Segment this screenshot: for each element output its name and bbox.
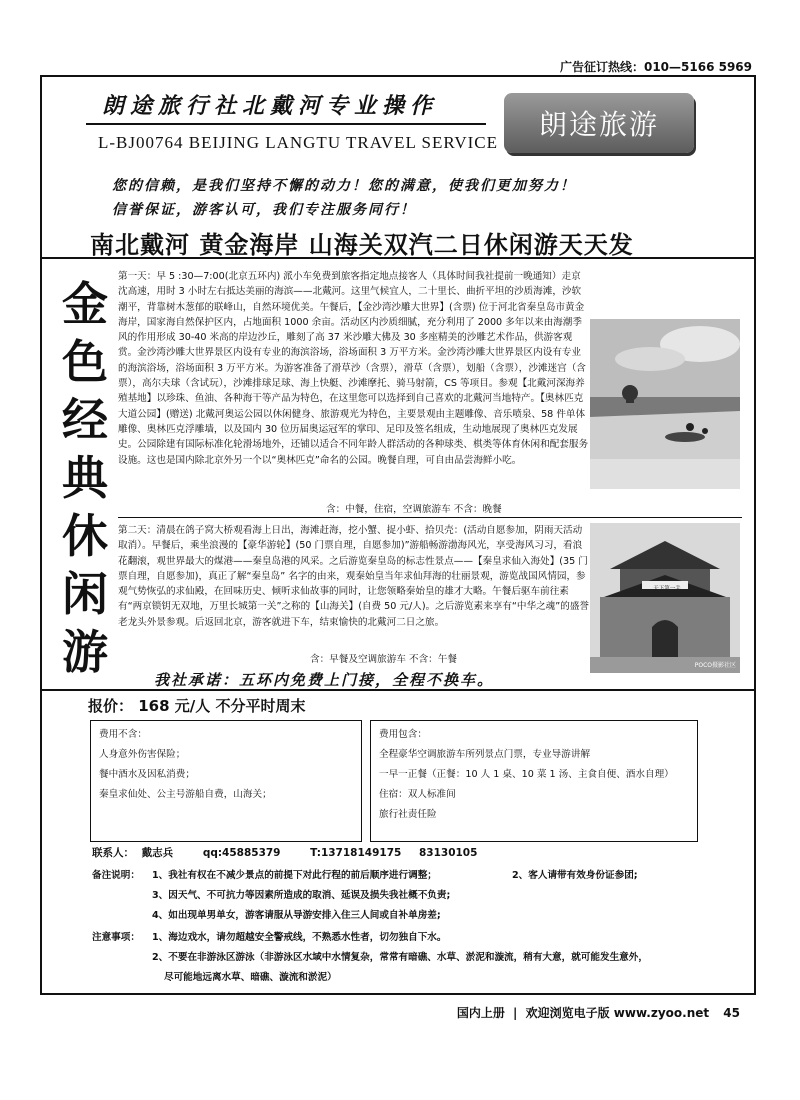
tour-headline: 南北戴河 黄金海岸 山海关双汽二日休闲游天天发 bbox=[90, 231, 634, 259]
caution-item: 尽可能地远离水草、暗礁、漩流和淤泥） bbox=[164, 972, 337, 983]
side-title bbox=[56, 275, 114, 681]
note-item: 2、客人请带有效身份证参团; bbox=[512, 870, 638, 881]
promise-text: 我社承诺：五环内免费上门接，全程不换车。 bbox=[154, 671, 495, 689]
ad-frame bbox=[40, 75, 756, 995]
slogan-line-1: 您的信赖，是我们坚持不懈的动力！您的满意，使我们更加努力！ bbox=[112, 178, 576, 194]
side-title-char: 闲 bbox=[62, 567, 108, 621]
note-item: 1、我社有权在不减少景点的前提下对此行程的前后顺序进行调整； bbox=[152, 870, 437, 881]
brand-title: 朗途旅行社北戴河专业操作 bbox=[102, 93, 439, 119]
side-title-char: 色 bbox=[62, 335, 108, 389]
contact-tel: T:13718149175 bbox=[310, 847, 402, 859]
price-text: 报价： 168 元/人 不分平时周末 bbox=[88, 697, 306, 715]
side-title-char: 典 bbox=[62, 451, 108, 505]
fees-included-item: 旅行社责任险 bbox=[379, 809, 437, 820]
gate-sign: 天下第一关 bbox=[653, 586, 681, 592]
brand-logo: 朗途旅游 bbox=[504, 93, 694, 153]
divider bbox=[42, 257, 754, 259]
ad-hotline: 广告征订热线：010—5166 5969 bbox=[559, 60, 752, 74]
footer-site[interactable]: 欢迎浏览电子版 www.zyoo.net bbox=[525, 1006, 710, 1020]
photo-watermark: POCO摄影社区 bbox=[694, 662, 736, 669]
note-item: 3、因天气、不可抗力等因素所造成的取消、延误及损失我社概不负责; bbox=[152, 890, 451, 901]
fees-included-item: 全程豪华空调旅游车所列景点门票，专业导游讲解 bbox=[379, 749, 591, 760]
fees-excluded-box bbox=[90, 720, 362, 842]
cautions-label: 注意事项： bbox=[92, 932, 140, 943]
day2-itinerary: 第二天：清晨在鸽子窝大桥观看海上日出，海滩赶海，挖小蟹、捉小虾、拾贝壳：(活动自愿参加，阴雨天活动取消）。早餐后，乘坐浪漫的【豪华游轮】(50 门票自理，自愿参加)”游船畅游渤海风光，享受海风习习，看浪花翻滚，观世界最大的煤港——秦皇岛港的风采。之后游览秦皇岛的标志性景点——【秦皇求仙入海处】(35 门票自理，自愿参加)，真正了解“秦皇岛” 名字的由来，观秦始皇当年求仙拜海的壮丽景观，游览战国风情园，参观气势恢弘的求仙殿，在回味历史、倾听求仙故事的同时，让您领略秦始皇的雄才大略。午餐后驱车前往素有“两京锁钥无双地，万里长城第一关”之称的【山海关】(自费 50 元/人)。之后游览素来享有“中华之魂”的盛誉老龙头外景参观。后返回北京，游客就进下车，结束愉快的北戴河二日之旅。 bbox=[118, 525, 590, 628]
fees-excluded-title: 费用不含： bbox=[99, 729, 147, 740]
notes-label: 备注说明： bbox=[92, 870, 140, 881]
day2-meals: 含：早餐及空调旅游车 不含：午餐 bbox=[310, 654, 457, 665]
fees-included-box bbox=[370, 720, 698, 842]
fees-included-title: 费用包含： bbox=[379, 729, 427, 740]
divider bbox=[42, 689, 754, 691]
brand-divider bbox=[86, 123, 486, 125]
contact-qq: qq:45885379 bbox=[202, 847, 281, 859]
contact-line bbox=[92, 845, 477, 860]
shanhaiguan-photo bbox=[590, 523, 740, 673]
page-footer: 国内上册 | 欢迎浏览电子版 www.zyoo.net 45 bbox=[456, 1006, 740, 1020]
contact-label: 联系人： bbox=[92, 847, 134, 859]
fees-excluded-item: 人身意外伤害保险； bbox=[99, 749, 186, 760]
side-title-char: 金 bbox=[62, 277, 108, 331]
contact-tel2: 83130105 bbox=[418, 847, 478, 859]
contact-name: 戴志兵 bbox=[141, 847, 174, 859]
slogan-line-2: 信誉保证，游客认可，我们专注服务同行！ bbox=[112, 202, 416, 218]
fees-excluded-item: 秦皇求仙处、公主号游船自费，山海关； bbox=[99, 789, 272, 800]
caution-item: 2、不要在非游泳区游泳（非游泳区水域中水情复杂，常常有暗礁、水草、淤泥和漩流，稍有大意，就可能发生意外， bbox=[152, 952, 648, 963]
side-title-char: 游 bbox=[62, 625, 108, 679]
side-title-char: 经 bbox=[62, 393, 108, 447]
beach-photo bbox=[590, 319, 740, 489]
day1-meals: 含：中餐，住宿，空调旅游车 不含：晚餐 bbox=[326, 504, 502, 515]
day-divider bbox=[118, 517, 742, 518]
fees-included-item: 住宿：双人标准间 bbox=[379, 789, 456, 800]
fees-excluded-item: 餐中酒水及因私消费； bbox=[99, 769, 195, 780]
brand-subtitle: L-BJ00764 BEIJING LANGTU TRAVEL SERVICE bbox=[98, 133, 498, 152]
side-title-char: 休 bbox=[62, 509, 108, 563]
footer-section: 国内上册 bbox=[456, 1006, 505, 1020]
page-number: 45 bbox=[723, 1006, 740, 1020]
day1-itinerary: 第一天：早 5 :30—7:00(北京五环内) 派小车免费到旅客指定地点接客人（具体时间我社提前一晚通知）走京沈高速，用时 3 小时左右抵达美丽的海滨——北戴河。这里气候宜人，二十里长、曲折平坦的沙质海滩，沙软潮平，背靠树木葱郁的联峰山，自然环境优美。午餐后，【金沙湾沙雕大世界】(含票) 位于河北省秦皇岛市黄金海岸，国家海自然保护区内，占地面积 1000 余亩。活动区内沙质细腻，充分利用了 2000 多年以来由海潮季风的作用形成 30-40 米高的岸边沙丘，雕刻了高 37 米沙雕大佛及 30 多座精美的沙雕艺术作品，供游客观赏。金沙湾沙雕大世界景区内设有专业的海滨浴场，浴场面积 3 万平方米。金沙湾沙雕大世界景区内设有专业的海滨浴场，浴场面积 3 万平方米。为游客准备了滑草沙（含票），滑草（含票），划船（含票），沙滩迷宫（含票），高尔夫球（含试玩），沙滩排球足球、海上快艇、沙滩摩托、骑马射箭，CS 等项目。参观【北戴河深海养殖基地】以珍珠、鱼油、各种海干等产品为特色，在这里您可以选择到自己喜欢的北戴河当地特产。【奥林匹克大道公园】(赠送) 北戴河奥运公园以休闲健身、旅游观光为特色，主要景观由主题雕像、音乐喷泉、58 件单体雕像、奥林匹克浮雕墙，以及国内 30 位历届奥运冠军的掌印、足印及签名组成，生动地展现了奥林匹克发展史。公园除建有国际标准化轮滑场地外，还铺以适合不同年龄人群活动的各种球类、棋类等体育休闲和配套服务设施。这也是国内除北京外另一个以“奥林匹克”命名的公园。晚餐自理，可自由品尝海鲜小吃。 bbox=[118, 271, 589, 466]
fees-included-item: 一早一正餐（正餐：10 人 1 桌、10 菜 1 汤、主食自便、酒水自理） bbox=[379, 769, 674, 780]
caution-item: 1、海边戏水，请勿超越安全警戒线，不熟悉水性者，切勿独自下水。 bbox=[152, 932, 447, 943]
note-item: 4、如出现单男单女，游客请服从导游安排入住三人间或自补单房差; bbox=[152, 910, 441, 921]
